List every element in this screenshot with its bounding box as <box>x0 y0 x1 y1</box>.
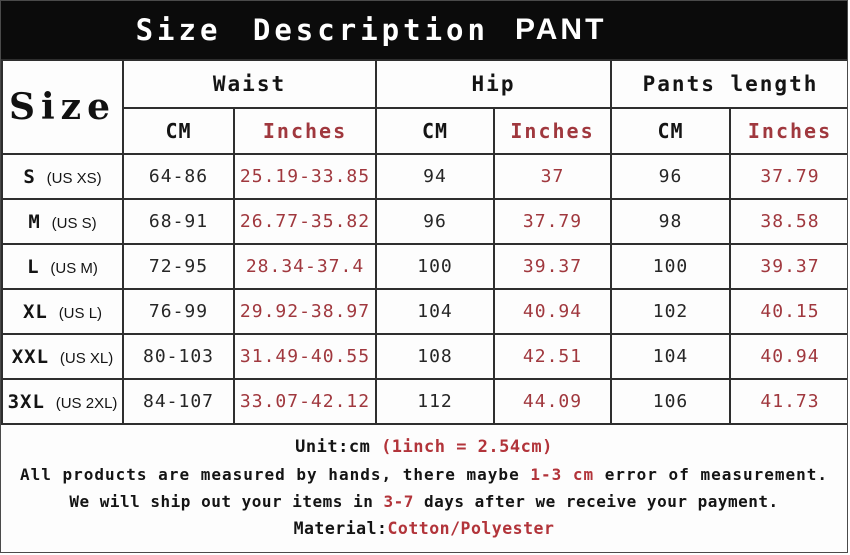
size-us-equivalent: (US S) <box>51 214 97 232</box>
length-inches-value: 38.58 <box>730 199 848 244</box>
waist-cm-header: CM <box>123 108 234 154</box>
page-title: Size Description <box>135 13 489 47</box>
title-bar <box>1 1 847 59</box>
size-label <box>2 199 123 244</box>
waist-inches-header: Inches <box>234 108 376 154</box>
length-inches-value: 37.79 <box>730 154 848 199</box>
size-us-equivalent: (US M) <box>50 259 98 277</box>
error-note-red: 1-3 cm <box>530 465 595 484</box>
error-note-a: All products are measured by hands, there maybe <box>19 465 531 484</box>
size-us-equivalent: (US XL) <box>59 349 114 367</box>
size-label <box>2 334 123 379</box>
hip-cm-value: 100 <box>376 244 494 289</box>
hip-inches-value: 37 <box>494 154 611 199</box>
hip-inches-value: 42.51 <box>494 334 611 379</box>
unit-note <box>295 437 553 457</box>
hip-inches-value: 37.79 <box>494 199 611 244</box>
size-label <box>2 289 123 334</box>
table-row-l <box>2 244 848 289</box>
size-column-header: Size <box>2 60 123 154</box>
hip-group-header: Hip <box>376 60 611 108</box>
table-group-header-row <box>2 60 848 108</box>
waist-cm-value: 76-99 <box>123 289 234 334</box>
waist-cm-value: 64-86 <box>123 154 234 199</box>
size-code: L <box>27 255 40 278</box>
length-inches-value: 40.15 <box>730 289 848 334</box>
size-code: XL <box>22 300 48 323</box>
size-us-equivalent: (US 2XL) <box>55 394 118 412</box>
waist-inches-value: 28.34-37.4 <box>234 244 376 289</box>
waist-inches-value: 26.77-35.82 <box>234 199 376 244</box>
waist-group-header: Waist <box>123 60 376 108</box>
waist-cm-value: 72-95 <box>123 244 234 289</box>
measurement-error-note <box>20 465 828 484</box>
size-chart-table <box>1 59 848 425</box>
unit-note-red: (1inch = 2.54cm) <box>381 437 553 457</box>
shipping-note-red: 3-7 <box>383 492 414 511</box>
size-code: XXL <box>11 345 50 368</box>
waist-inches-value: 25.19-33.85 <box>234 154 376 199</box>
length-cm-value: 96 <box>611 154 730 199</box>
hip-cm-value: 104 <box>376 289 494 334</box>
length-cm-value: 104 <box>611 334 730 379</box>
shipping-note-a: We will ship out your items in <box>69 492 384 511</box>
table-row-xl <box>2 289 848 334</box>
hip-cm-value: 108 <box>376 334 494 379</box>
hip-inches-header: Inches <box>494 108 611 154</box>
size-label <box>2 244 123 289</box>
waist-cm-value: 68-91 <box>123 199 234 244</box>
hip-cm-value: 94 <box>376 154 494 199</box>
waist-inches-value: 29.92-38.97 <box>234 289 376 334</box>
hip-cm-value: 96 <box>376 199 494 244</box>
table-row-s <box>2 154 848 199</box>
length-inches-header: Inches <box>730 108 848 154</box>
length-cm-value: 106 <box>611 379 730 424</box>
size-label <box>2 379 123 424</box>
pants-length-group-header: Pants length <box>611 60 848 108</box>
table-row-xxl <box>2 334 848 379</box>
size-code: S <box>23 165 36 188</box>
footer-notes <box>1 425 847 552</box>
length-inches-value: 41.73 <box>730 379 848 424</box>
hip-cm-header: CM <box>376 108 494 154</box>
shipping-note-b: days after we receive your payment. <box>413 492 779 511</box>
waist-cm-value: 80-103 <box>123 334 234 379</box>
waist-inches-value: 33.07-42.12 <box>234 379 376 424</box>
length-inches-value: 40.94 <box>730 334 848 379</box>
hip-inches-value: 40.94 <box>494 289 611 334</box>
length-cm-value: 98 <box>611 199 730 244</box>
waist-cm-value: 84-107 <box>123 379 234 424</box>
material-value: Cotton/Polyester <box>387 519 555 538</box>
table-unit-header-row <box>2 108 848 154</box>
error-note-b: error of measurement. <box>594 465 829 484</box>
hip-inches-value: 44.09 <box>494 379 611 424</box>
size-label <box>2 154 123 199</box>
hip-cm-value: 112 <box>376 379 494 424</box>
size-code: 3XL <box>7 390 45 413</box>
length-cm-value: 102 <box>611 289 730 334</box>
shipping-note <box>69 492 778 511</box>
size-code: M <box>28 210 41 233</box>
length-inches-value: 39.37 <box>730 244 848 289</box>
material-label: Material: <box>293 519 388 538</box>
unit-note-black: Unit:cm <box>295 437 382 457</box>
product-name: PANT <box>514 13 607 46</box>
size-us-equivalent: (US XS) <box>46 169 102 187</box>
table-row-m <box>2 199 848 244</box>
length-cm-header: CM <box>611 108 730 154</box>
waist-inches-value: 31.49-40.55 <box>234 334 376 379</box>
material-note <box>294 519 555 538</box>
length-cm-value: 100 <box>611 244 730 289</box>
table-row-3xl <box>2 379 848 424</box>
size-us-equivalent: (US L) <box>58 304 103 322</box>
hip-inches-value: 39.37 <box>494 244 611 289</box>
